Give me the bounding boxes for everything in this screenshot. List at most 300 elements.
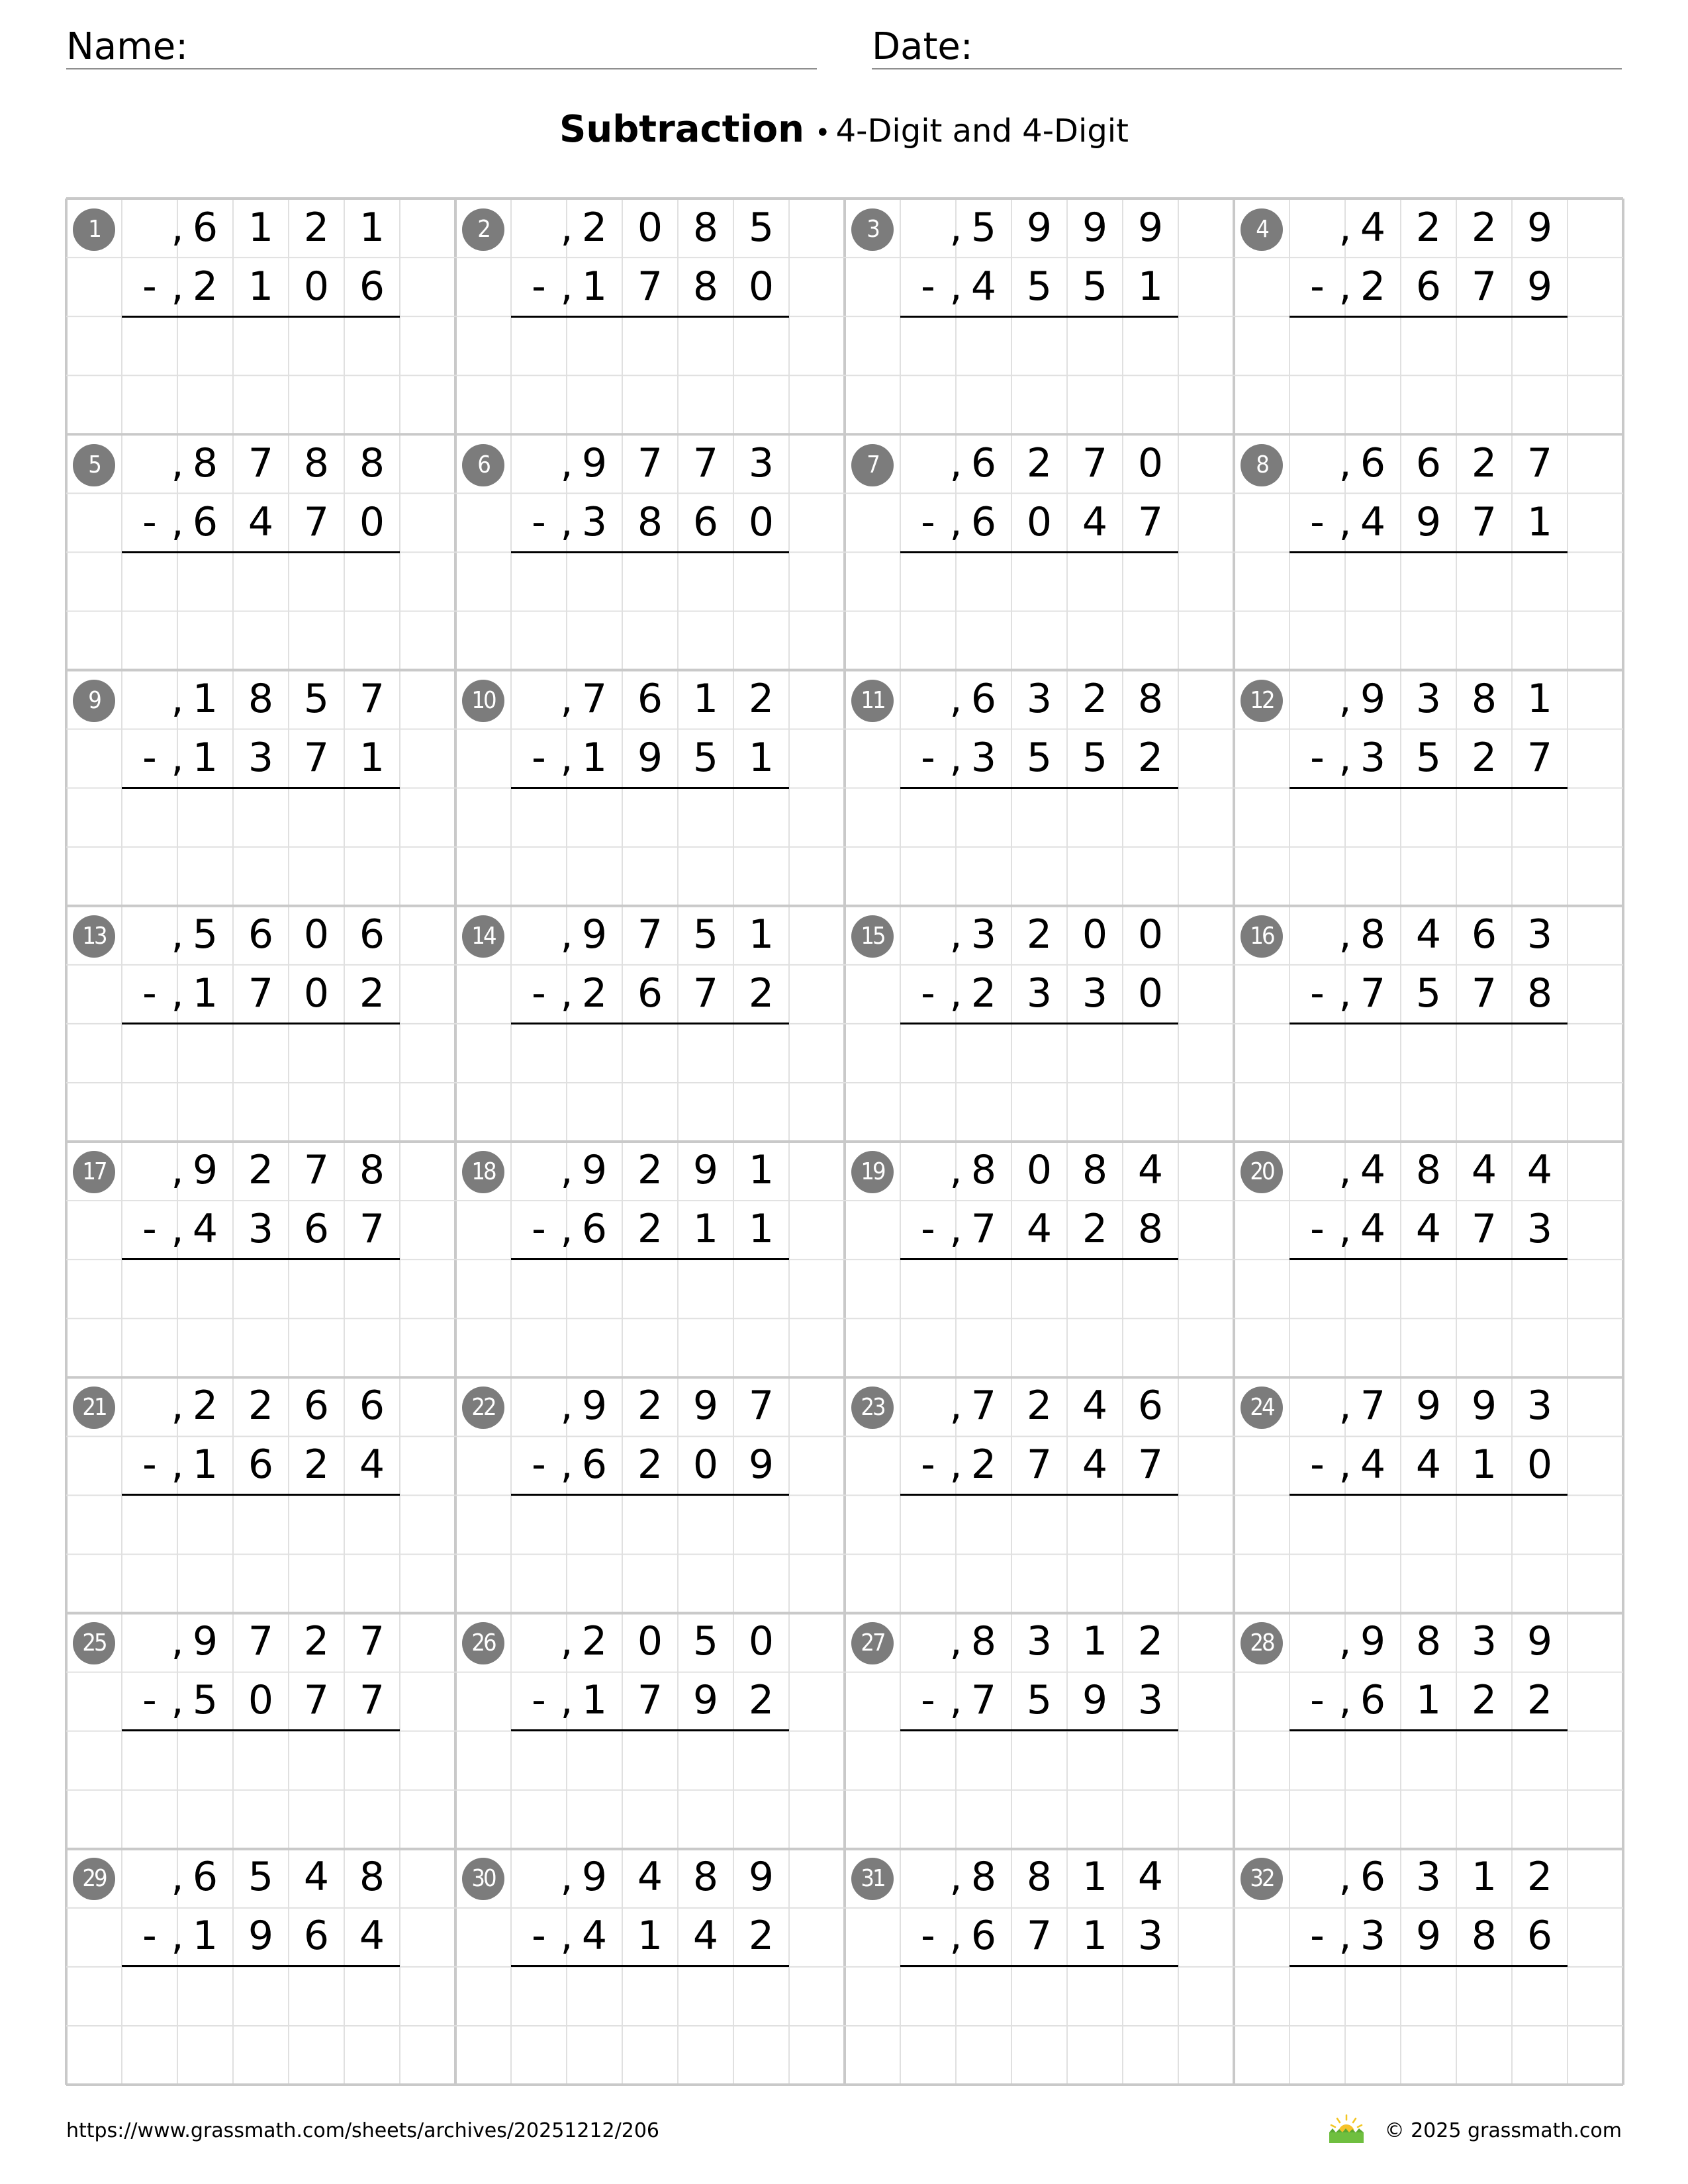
answer-cell[interactable] [344,1494,400,1553]
answer-cell[interactable] [344,788,400,846]
subtrahend-digit: 9 [1082,1677,1108,1723]
answer-cell[interactable] [678,316,733,375]
answer-cell[interactable] [900,1023,956,1082]
problem-number-badge: 2 [462,208,504,251]
answer-cell[interactable] [1289,1730,1345,1789]
answer-cell[interactable] [289,1730,344,1789]
answer-cell[interactable] [177,1966,233,2025]
minuend-digit: 8 [1082,1147,1108,1193]
thousands-separator: , [560,1206,573,1252]
answer-cell[interactable] [956,788,1011,846]
answer-cell[interactable] [678,552,733,611]
answer-cell[interactable] [900,1259,956,1318]
answer-cell[interactable] [1011,552,1067,611]
answer-cell[interactable] [567,788,622,846]
minus-sign: - [1310,1441,1325,1488]
answer-cell[interactable] [122,1494,177,1553]
answer-cell[interactable] [622,788,678,846]
answer-cell[interactable] [956,1494,1011,1553]
answer-cell[interactable] [1512,1730,1568,1789]
minuend-digit: 9 [1415,1383,1442,1429]
answer-cell[interactable] [122,1023,177,1082]
answer-cell[interactable] [733,1494,789,1553]
answer-cell[interactable] [567,1023,622,1082]
answer-cell[interactable] [1123,1259,1178,1318]
minuend-digit: 4 [1415,911,1442,958]
answer-cell[interactable] [900,1730,956,1789]
minuend-digit: 1 [692,676,719,722]
thousands-separator: , [560,440,573,486]
subtrahend-digit: 1 [581,1677,608,1723]
problem-8 [1234,434,1623,670]
minus-sign: - [532,499,546,545]
answer-cell[interactable] [1011,1730,1067,1789]
minus-sign: - [921,1913,935,1959]
minuend-digit: 7 [581,676,608,722]
answer-cell[interactable] [177,316,233,375]
subtrahend-digit: 7 [1137,499,1164,545]
answer-cell[interactable] [622,1730,678,1789]
answer-cell[interactable] [289,316,344,375]
minuend-digit: 7 [1526,440,1553,486]
subtrahend-digit: 1 [192,970,218,1017]
minuend-digit: 7 [248,440,274,486]
answer-cell[interactable] [1289,1966,1345,2025]
answer-cell[interactable] [1456,316,1512,375]
minus-sign: - [142,735,157,781]
minuend-digit: 2 [1526,1854,1553,1900]
minuend-digit: 7 [637,911,663,958]
minuend-digit: 2 [192,1383,218,1429]
subtrahend-digit: 1 [359,735,385,781]
answer-cell[interactable] [511,1494,567,1553]
subtrahend-digit: 2 [359,970,385,1017]
answer-cell[interactable] [622,316,678,375]
minus-sign: - [921,970,935,1017]
answer-cell[interactable] [177,552,233,611]
thousands-separator: , [1338,1147,1352,1193]
answer-cell[interactable] [1067,316,1123,375]
subtrahend-digit: 0 [748,263,774,310]
minus-sign: - [532,735,546,781]
minus-sign: - [142,499,157,545]
answer-cell[interactable] [289,1259,344,1318]
answer-cell[interactable] [289,1023,344,1082]
answer-cell[interactable] [1345,1966,1401,2025]
answer-cell[interactable] [1512,316,1568,375]
thousands-separator: , [949,1854,962,1900]
footer-url[interactable]: https://www.grassmath.com/sheets/archives/20251212/206 [66,2119,660,2142]
answer-cell[interactable] [622,1023,678,1082]
answer-cell[interactable] [1123,788,1178,846]
subtrahend-digit: 7 [1471,970,1497,1017]
answer-cell[interactable] [956,1966,1011,2025]
minus-sign: - [532,1206,546,1252]
answer-cell[interactable] [1123,1494,1178,1553]
minuend-digit: 4 [1082,1383,1108,1429]
subtrahend-digit: 5 [692,735,719,781]
answer-cell[interactable] [233,316,289,375]
answer-cell[interactable] [1401,788,1456,846]
answer-cell[interactable] [678,1494,733,1553]
subtrahend-digit: 4 [1360,499,1386,545]
minuend-digit: 8 [248,676,274,722]
answer-cell[interactable] [567,1494,622,1553]
subtrahend-digit: 9 [637,735,663,781]
minuend-digit: 2 [303,1618,330,1664]
answer-cell[interactable] [1456,1966,1512,2025]
answer-cell[interactable] [1011,1259,1067,1318]
subtrahend-digit: 4 [1360,1206,1386,1252]
answer-cell[interactable] [1067,1023,1123,1082]
answer-cell[interactable] [1512,1259,1568,1318]
answer-cell[interactable] [900,1966,956,2025]
thousands-separator: , [560,1441,573,1488]
answer-cell[interactable] [1123,316,1178,375]
answer-cell[interactable] [122,316,177,375]
minuend-digit: 7 [637,440,663,486]
answer-cell[interactable] [233,1966,289,2025]
minus-sign: - [921,735,935,781]
problem-2 [455,199,845,434]
problem-5 [66,434,455,670]
thousands-separator: , [171,263,184,310]
answer-cell[interactable] [1123,1023,1178,1082]
answer-cell[interactable] [344,1259,400,1318]
answer-cell[interactable] [1456,1494,1512,1553]
answer-cell[interactable] [289,552,344,611]
answer-cell[interactable] [678,1259,733,1318]
answer-cell[interactable] [1289,316,1345,375]
answer-cell[interactable] [1011,1494,1067,1553]
minuend-digit: 7 [359,676,385,722]
thousands-separator: , [1338,1677,1352,1723]
answer-cell[interactable] [233,1494,289,1553]
answer-cell[interactable] [1289,1494,1345,1553]
minuend-digit: 7 [1360,1383,1386,1429]
minuend-digit: 6 [1360,1854,1386,1900]
problem-17 [66,1141,455,1377]
problem-12 [1234,670,1623,905]
answer-cell[interactable] [1345,788,1401,846]
problem-number-badge: 28 [1241,1622,1283,1664]
subtrahend-digit: 7 [303,499,330,545]
answer-cell[interactable] [622,1259,678,1318]
minuend-digit: 2 [1026,1383,1053,1429]
minus-sign: - [921,263,935,310]
subtrahend-digit: 3 [1360,735,1386,781]
answer-cell[interactable] [1011,788,1067,846]
answer-cell[interactable] [233,1023,289,1082]
answer-cell[interactable] [289,1966,344,2025]
answer-cell[interactable] [1011,1966,1067,2025]
minuend-digit: 2 [581,1618,608,1664]
answer-cell[interactable] [233,788,289,846]
subtrahend-digit: 7 [1360,970,1386,1017]
minuend-digit: 8 [1471,676,1497,722]
subtrahend-digit: 2 [1471,735,1497,781]
minus-sign: - [532,970,546,1017]
subtrahend-digit: 4 [248,499,274,545]
subtrahend-digit: 3 [248,1206,274,1252]
answer-cell[interactable] [344,1023,400,1082]
minuend-digit: 0 [1026,1147,1053,1193]
thousands-separator: , [949,1677,962,1723]
answer-cell[interactable] [1067,1259,1123,1318]
minuend-digit: 8 [970,1618,997,1664]
title-subtitle: 4-Digit and 4-Digit [835,113,1129,150]
minuend-digit: 3 [748,440,774,486]
problem-number-badge: 21 [73,1387,115,1429]
answer-cell[interactable] [956,1023,1011,1082]
answer-cell[interactable] [1345,1494,1401,1553]
subtrahend-digit: 1 [1526,499,1553,545]
minus-sign: - [532,1677,546,1723]
subtrahend-digit: 2 [1360,263,1386,310]
minuend-digit: 7 [359,1618,385,1664]
subtrahend-digit: 0 [692,1441,719,1488]
answer-cell[interactable] [956,1730,1011,1789]
minuend-digit: 4 [1360,205,1386,251]
answer-cell[interactable] [678,1730,733,1789]
minuend-digit: 6 [303,1383,330,1429]
answer-cell[interactable] [622,552,678,611]
answer-cell[interactable] [1123,1966,1178,2025]
answer-cell[interactable] [1011,316,1067,375]
subtrahend-digit: 4 [1026,1206,1053,1252]
answer-cell[interactable] [1067,552,1123,611]
thousands-separator: , [171,970,184,1017]
subtrahend-digit: 4 [970,263,997,310]
answer-cell[interactable] [122,1966,177,2025]
answer-cell[interactable] [1345,1259,1401,1318]
problem-number-badge: 9 [73,680,115,722]
answer-cell[interactable] [1067,1966,1123,2025]
answer-cell[interactable] [233,1730,289,1789]
answer-cell[interactable] [1067,1494,1123,1553]
thousands-separator: , [171,205,184,251]
answer-cell[interactable] [1512,552,1568,611]
answer-cell[interactable] [567,1730,622,1789]
answer-cell[interactable] [678,1966,733,2025]
minus-sign: - [142,1677,157,1723]
subtrahend-digit: 1 [637,1913,663,1959]
minuend-digit: 2 [1415,205,1442,251]
answer-cell[interactable] [344,552,400,611]
answer-cell[interactable] [1512,788,1568,846]
answer-cell[interactable] [1067,788,1123,846]
answer-cell[interactable] [122,788,177,846]
problem-number-badge: 7 [851,444,894,486]
answer-cell[interactable] [733,552,789,611]
subtrahend-digit: 6 [1526,1913,1553,1959]
minuend-digit: 1 [1526,676,1553,722]
answer-cell[interactable] [344,1966,400,2025]
subtrahend-digit: 1 [1137,263,1164,310]
answer-cell[interactable] [1401,552,1456,611]
answer-cell[interactable] [122,1259,177,1318]
answer-cell[interactable] [900,1494,956,1553]
minuend-digit: 6 [1471,911,1497,958]
answer-cell[interactable] [733,1966,789,2025]
subtrahend-digit: 2 [970,970,997,1017]
answer-cell[interactable] [289,788,344,846]
answer-cell[interactable] [177,1494,233,1553]
subtrahend-digit: 9 [1415,1913,1442,1959]
minuend-digit: 2 [1082,676,1108,722]
answer-cell[interactable] [1512,1023,1568,1082]
subtrahend-digit: 2 [637,1206,663,1252]
minuend-digit: 6 [970,676,997,722]
subtrahend-digit: 0 [1137,970,1164,1017]
subtrahend-digit: 0 [748,499,774,545]
answer-cell[interactable] [177,1259,233,1318]
answer-cell[interactable] [511,1730,567,1789]
minuend-digit: 2 [637,1383,663,1429]
minuend-digit: 9 [192,1147,218,1193]
answer-cell[interactable] [956,1259,1011,1318]
answer-cell[interactable] [511,1966,567,2025]
answer-cell[interactable] [1401,316,1456,375]
answer-cell[interactable] [122,552,177,611]
answer-cell[interactable] [1512,1966,1568,2025]
answer-cell[interactable] [289,1494,344,1553]
minuend-digit: 5 [303,676,330,722]
answer-cell[interactable] [1289,1259,1345,1318]
answer-cell[interactable] [733,316,789,375]
answer-cell[interactable] [567,1259,622,1318]
answer-cell[interactable] [233,1259,289,1318]
answer-cell[interactable] [1401,1730,1456,1789]
minuend-digit: 9 [581,1854,608,1900]
minuend-digit: 4 [1137,1147,1164,1193]
answer-cell[interactable] [344,316,400,375]
minuend-digit: 6 [359,911,385,958]
minuend-digit: 9 [1137,205,1164,251]
answer-cell[interactable] [1123,552,1178,611]
problem-10 [455,670,845,905]
minus-sign: - [921,499,935,545]
minuend-digit: 2 [1471,205,1497,251]
subtrahend-digit: 5 [1082,735,1108,781]
problem-number-badge: 24 [1241,1387,1283,1429]
thousands-separator: , [171,499,184,545]
answer-cell[interactable] [511,552,567,611]
minuend-digit: 3 [1526,911,1553,958]
subtrahend-digit: 2 [970,1441,997,1488]
problem-number-badge: 23 [851,1387,894,1429]
problem-number-badge: 4 [1241,208,1283,251]
answer-cell[interactable] [511,788,567,846]
subtrahend-digit: 4 [1360,1441,1386,1488]
answer-cell[interactable] [1345,552,1401,611]
answer-cell[interactable] [1401,1966,1456,2025]
answer-cell[interactable] [511,1259,567,1318]
minuend-digit: 9 [1360,1618,1386,1664]
answer-cell[interactable] [177,1730,233,1789]
answer-cell[interactable] [1011,1023,1067,1082]
minuend-digit: 2 [303,205,330,251]
answer-cell[interactable] [733,1259,789,1318]
answer-cell[interactable] [177,788,233,846]
subtrahend-digit: 6 [192,499,218,545]
subtrahend-digit: 1 [248,263,274,310]
answer-cell[interactable] [1401,1023,1456,1082]
minus-sign: - [1310,970,1325,1017]
problem-number-badge: 13 [73,915,115,958]
answer-cell[interactable] [733,1023,789,1082]
answer-cell[interactable] [900,788,956,846]
answer-cell[interactable] [678,788,733,846]
answer-cell[interactable] [511,1023,567,1082]
answer-cell[interactable] [567,552,622,611]
minuend-digit: 5 [192,911,218,958]
answer-cell[interactable] [1456,1259,1512,1318]
answer-cell[interactable] [956,316,1011,375]
answer-cell[interactable] [511,316,567,375]
thousands-separator: , [949,676,962,722]
problem-number-badge: 15 [851,915,894,958]
subtrahend-digit: 1 [581,263,608,310]
answer-cell[interactable] [1456,788,1512,846]
answer-cell[interactable] [956,552,1011,611]
answer-cell[interactable] [344,1730,400,1789]
answer-cell[interactable] [233,552,289,611]
answer-cell[interactable] [1456,1023,1512,1082]
problem-number-badge: 10 [462,680,504,722]
answer-cell[interactable] [678,1023,733,1082]
subtrahend-digit: 4 [692,1913,719,1959]
minuend-digit: 9 [581,440,608,486]
answer-cell[interactable] [1456,552,1512,611]
answer-cell[interactable] [1289,552,1345,611]
answer-cell[interactable] [1345,1023,1401,1082]
answer-cell[interactable] [622,1494,678,1553]
answer-cell[interactable] [733,788,789,846]
minuend-digit: 2 [1471,440,1497,486]
answer-cell[interactable] [122,1730,177,1789]
answer-cell[interactable] [177,1023,233,1082]
answer-cell[interactable] [1289,788,1345,846]
answer-cell[interactable] [1289,1023,1345,1082]
problem-number-badge: 19 [851,1151,894,1193]
answer-cell[interactable] [622,1966,678,2025]
answer-cell[interactable] [1456,1730,1512,1789]
answer-cell[interactable] [1401,1494,1456,1553]
subtrahend-digit: 6 [637,970,663,1017]
problem-number-badge: 6 [462,444,504,486]
answer-cell[interactable] [1345,1730,1401,1789]
problem-26 [455,1612,845,1848]
minuend-digit: 1 [748,911,774,958]
answer-cell[interactable] [900,316,956,375]
minuend-digit: 2 [1137,1618,1164,1664]
answer-cell[interactable] [1345,316,1401,375]
answer-cell[interactable] [1512,1494,1568,1553]
answer-cell[interactable] [567,316,622,375]
answer-cell[interactable] [1123,1730,1178,1789]
minuend-digit: 1 [359,205,385,251]
problem-14 [455,905,845,1141]
answer-cell[interactable] [1401,1259,1456,1318]
answer-cell[interactable] [567,1966,622,2025]
answer-cell[interactable] [733,1730,789,1789]
answer-cell[interactable] [900,552,956,611]
subtrahend-digit: 2 [1471,1677,1497,1723]
subtrahend-digit: 1 [1415,1677,1442,1723]
minuend-digit: 6 [1137,1383,1164,1429]
answer-cell[interactable] [1067,1730,1123,1789]
